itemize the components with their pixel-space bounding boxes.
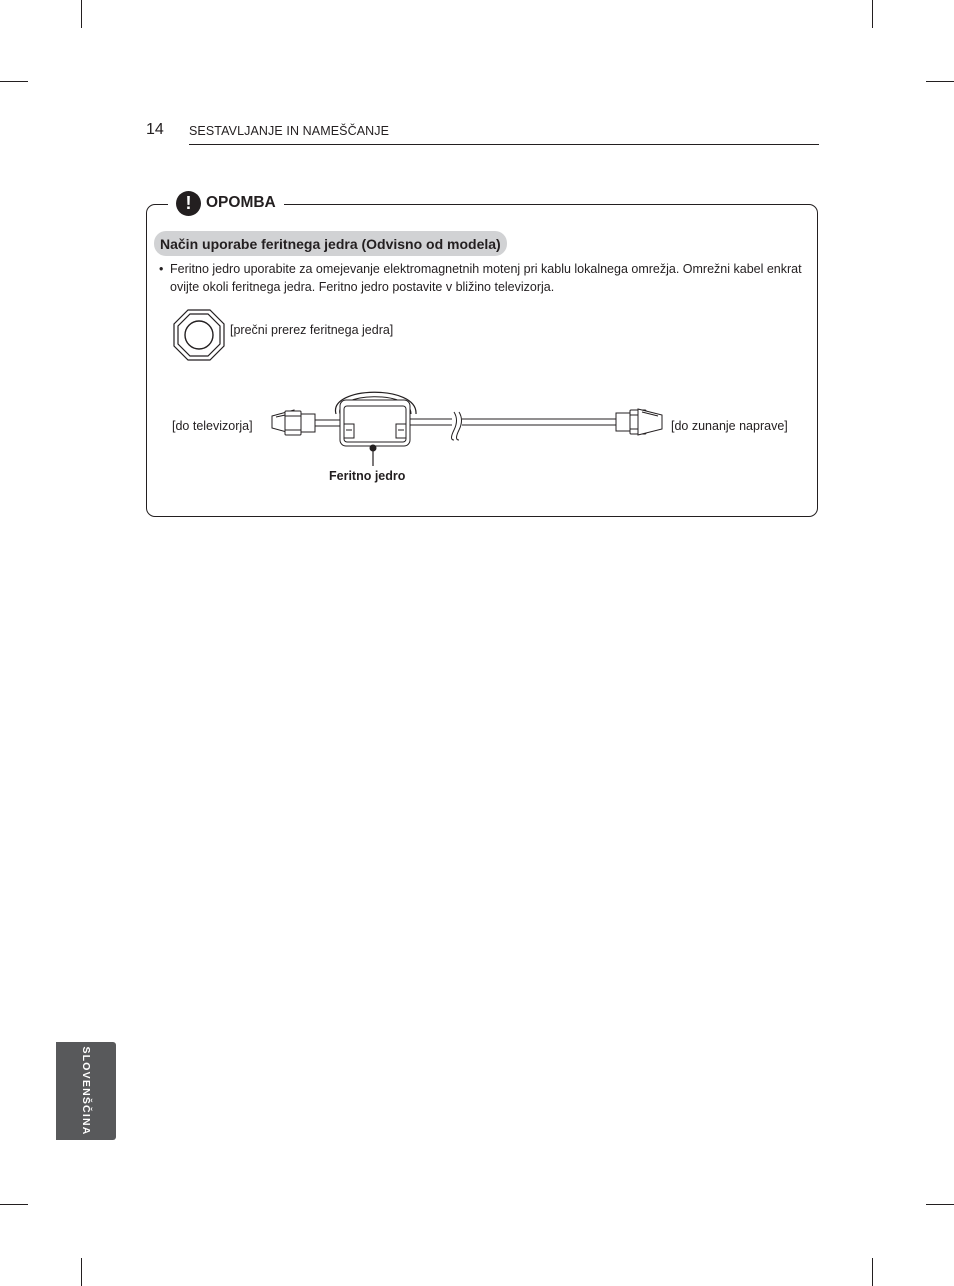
language-tab-label: SLOVENŠČINA [80,1046,92,1136]
ferrite-cross-section-icon [174,310,224,360]
ferrite-core-icon [335,392,416,446]
bullet-marker: • [159,262,164,276]
ferrite-leader-line [370,445,376,466]
header-rule [189,144,819,145]
note-subheading: Način uporabe feritnega jedra (Odvisno od modela) [154,231,507,256]
cable-left [315,420,340,426]
crop-mark-top-right [872,0,873,28]
to-tv-label: [do televizorja] [172,419,253,433]
to-device-label: [do zunanje naprave] [671,419,788,433]
crop-mark-bottom-left-h [0,1204,28,1205]
section-title: SESTAVLJANJE IN NAMEŠČANJE [189,124,390,138]
ferrite-core-label: Feritno jedro [329,469,406,483]
note-title-group [168,188,284,218]
cable-right [410,412,618,440]
cross-section-label: [prečni prerez feritnega jedra] [230,323,394,337]
crop-mark-top-left [81,0,82,28]
crop-mark-bottom-right [872,1258,873,1286]
page-number: 14 [146,121,164,138]
exclamation-icon: ! [176,191,201,216]
language-tab [56,1042,116,1140]
crop-mark-top-left-h [0,81,28,82]
note-title: OPOMBA [206,194,276,211]
rj45-plug-tv-icon [272,410,315,435]
bullet-text: Feritno jedro uporabite za omejevanje elektromagnetnih motenj pri kablu lokalnega omrežja. Omrežni kabel enkrat ovijte okoli feritnega jedra. Feritno jedro postavite v bližino televizorja. [170,262,802,294]
crop-mark-top-right-h [926,81,954,82]
crop-mark-bottom-left [81,1258,82,1286]
rj45-plug-device-icon [616,409,662,435]
crop-mark-bottom-right-h [926,1204,954,1205]
